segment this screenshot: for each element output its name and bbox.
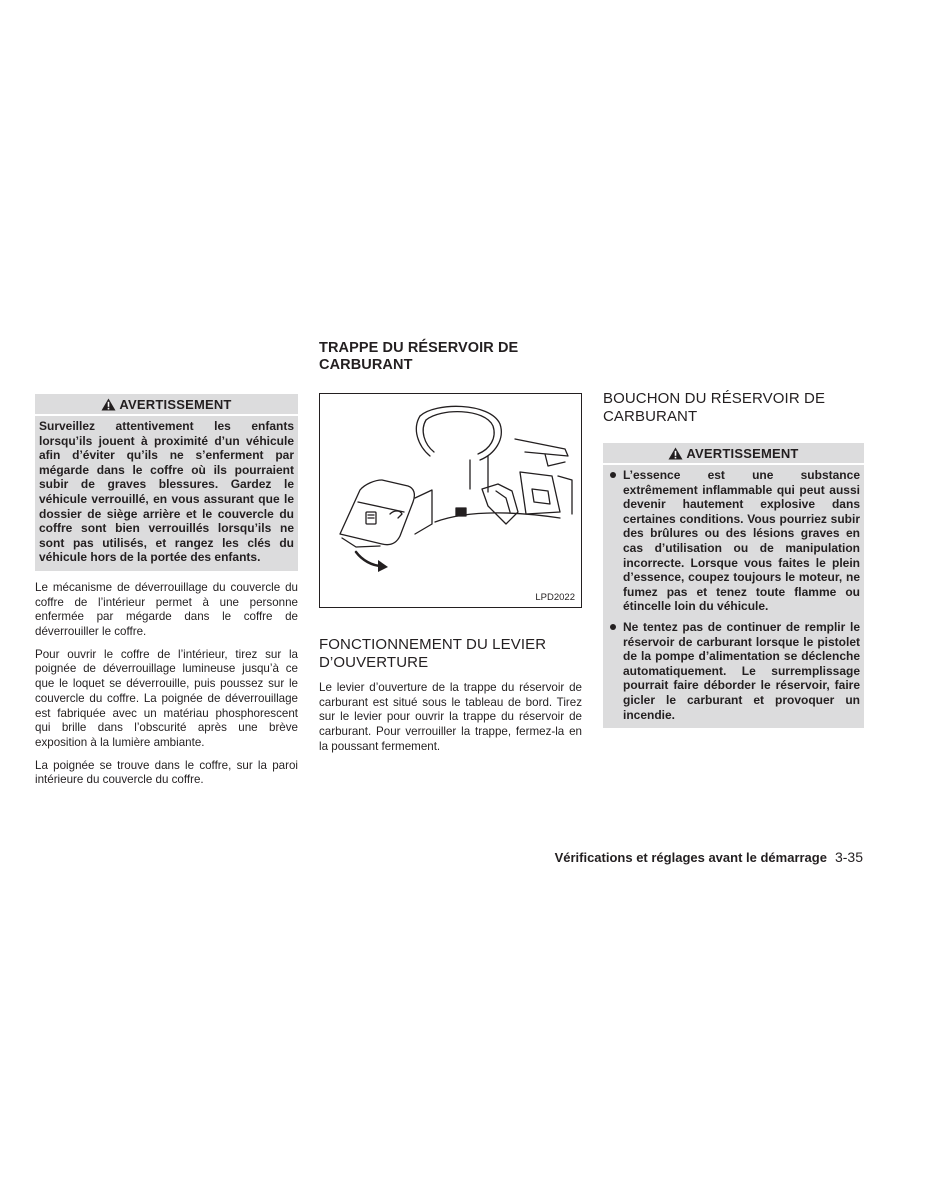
list-item [607,468,860,614]
page-number: 3-35 [834,849,863,865]
list-item [607,620,860,722]
paragraph: Le mécanisme de déverrouillage du couvercle du coffre de l’intérieur permet à une personne enfermée par mégarde dans le coffre de déverrouiller le coffre. [35,580,298,639]
section-title: TRAPPE DU RÉSERVOIR DE CARBURANT [319,340,519,373]
warning-title: AVERTISSEMENT [119,396,232,412]
paragraph: Le levier d’ouverture de la trappe du réservoir de carburant est situé sous le tableau de bord. Tirez sur le levier pour ouvrir la trappe du réservoir de carburant. Pour verrouiller la trappe, fermez-la en la poussant fermement. [319,681,582,753]
warning-text: Surveillez attentivement les enfants lorsqu’ils jouent à proximité d’un véhicule afin d’éviter qu’ils ne s’enferment par mégarde dans le coffre où ils pourraient subir de graves blessures. Gardez le véhicule verrouillé, en vous assurant que le dossier de siège arrière et le couvercle du coffre sont bien verrouillés lorsqu’ils ne sont pas utilisés, et rangez les clés du véhicule hors de la portée des enfants. [39,419,294,565]
warning-title: AVERTISSEMENT [686,445,799,461]
subheading: BOUCHON DU RÉSERVOIR DE CARBURANT [603,390,826,425]
warning-list [603,465,864,728]
chapter-title: Vérifications et réglages avant le démarrage [554,850,827,865]
warning-triangle-icon [668,447,683,460]
bullet-icon [610,472,616,478]
middle-column [319,340,582,763]
left-column [35,394,298,796]
list-item-text: L’essence est une substance extrêmement inflammable qui peut aussi devenir hautement explosive dans certaines conditions. Vous pourriez subir des brûlures ou des lésions graves en cas d’utilisation ou de manipulation incorrecte. Lorsque vous faites le plein d’essence, coupez toujours le moteur, ne fumez pas et tenez toute flamme ou étincelle loin du véhicule. [623,468,860,614]
right-column [603,390,864,728]
fuel-door-lever-illustration [320,394,581,607]
fuel-warning-box [603,443,864,728]
list-item-text: Ne tentez pas de continuer de remplir le réservoir de carburant lorsque le pistolet de la pompe d’alimentation se déclenche automatiquement. Le surremplissage pourrait faire déborder le réservoir, faire gicler le carburant et provoquer un incendie. [623,619,860,722]
warning-header [603,443,864,465]
page-footer [555,849,863,865]
subheading: FONCTIONNEMENT DU LEVIER D’OUVERTURE [319,636,547,671]
bullet-icon [610,624,616,630]
warning-triangle-icon [101,398,116,411]
warning-header [35,394,298,416]
figure-label: LPD2022 [535,592,575,603]
fuel-door-lever-figure [319,393,582,608]
child-warning-box [35,394,298,571]
paragraph: Pour ouvrir le coffre de l’intérieur, tirez sur la poignée de déverrouillage lumineuse jusqu’à ce que le loquet se déverrouille, puis poussez sur le couvercle du coffre. La poignée de déverrouillage est fabriquée avec un matériau phosphorescent qui brille dans l’obscurité après une brève exposition à la lumière ambiante. [35,647,298,749]
paragraph: La poignée se trouve dans le coffre, sur la paroi intérieure du couvercle du coffre. [35,758,298,787]
